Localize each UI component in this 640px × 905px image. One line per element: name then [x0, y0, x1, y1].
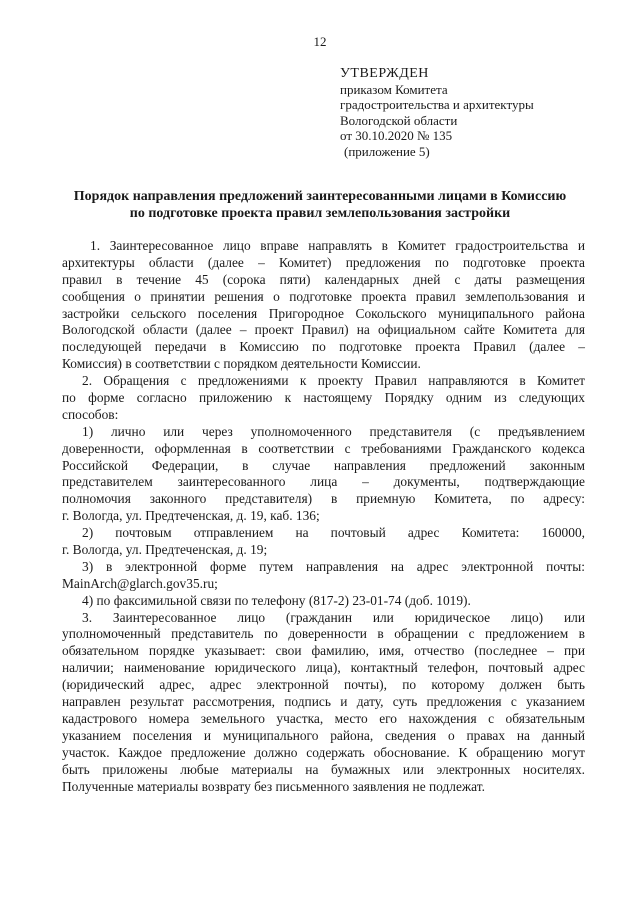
approval-line: от 30.10.2020 № 135 — [340, 128, 453, 143]
body-line: 1) лично или через уполномоченного представителя (с предъявлением — [82, 423, 585, 439]
body-line: полномочия законного представителя) в приемную Комитета, по адресу: — [62, 491, 585, 507]
body-line: MainArch@glarch.gov35.ru; — [62, 575, 218, 591]
document-body — [62, 238, 585, 795]
document-title — [40, 188, 600, 222]
body-line: (юридический адрес, адрес электронной почты), по которому должен быть — [62, 677, 585, 693]
body-line: Российской Федерации, в случае направления предложений законным — [62, 457, 585, 473]
body-line: представителем заинтересованного лица – документы, подтверждающие — [62, 474, 585, 490]
body-line: уполномоченный представитель по доверенности в обращении с предложением в — [62, 626, 585, 642]
body-line: Комиссия) в соответствии с порядком деятельности Комиссии. — [62, 356, 421, 372]
body-line: способов: — [62, 406, 119, 422]
body-line: обязательном порядке указывает: свои фамилию, имя, отчество (последнее – при — [62, 643, 585, 659]
body-line: по форме согласно приложению к настоящему Порядку одним из следующих — [62, 390, 585, 406]
body-line: наличии; наименование юридического лица), контактный телефон, почтовый адрес — [62, 660, 585, 676]
body-line: кадастрового номера земельного участка, место его нахождения с обязательным — [62, 710, 585, 726]
body-line: 4) по факсимильной связи по телефону (817-2) 23-01-74 (доб. 1019). — [82, 592, 471, 608]
body-line: 1. Заинтересованное лицо вправе направлять в Комитет градостроительства и — [90, 238, 585, 253]
title-line: Порядок направления предложений заинтересованными лицами в Комиссию — [73, 189, 567, 204]
body-line: 3. Заинтересованное лицо (гражданин или юридическое лицо) или — [82, 609, 585, 625]
body-line: правил в течение 45 (сорока пяти) календарных дней с даты размещения — [62, 271, 585, 287]
approval-line: (приложение 5) — [344, 143, 430, 159]
page-number: 12 — [313, 34, 327, 49]
approval-line: приказом Комитета — [340, 81, 448, 97]
body-line: 2) почтовым отправлением на почтовый адрес Комитета: 160000, — [82, 525, 585, 541]
body-line: последующей передачи в Комиссию по подготовке проекта Правил (далее – — [62, 339, 585, 355]
body-line: направлен результат рассмотрения, подпись и дату, суть предложения с указанием — [62, 694, 585, 710]
body-line: г. Вологда, ул. Предтеченская, д. 19; — [62, 542, 268, 558]
body-line: Вологодской области (далее – проект Правил) на официальном сайте Комитета для — [62, 322, 585, 338]
body-line: архитектуры области (далее – Комитет) предложения по подготовке проекта — [62, 254, 585, 270]
approval-line: Вологодской области — [340, 112, 458, 128]
body-line: 3) в электронной форме путем направления на адрес электронной почты: — [82, 558, 585, 574]
title-line: по подготовке проекта правил землепользования застройки — [129, 206, 511, 221]
body-line: сообщения о принятии решения о подготовке проекта правил землепользования и — [62, 288, 585, 304]
body-line: застройки сельского поселения Пригородное Сокольского муниципального района — [62, 305, 585, 321]
body-line: доверенности, оформленная в соответствии с требованиями Гражданского кодекса — [62, 440, 585, 456]
body-line: г. Вологда, ул. Предтеченская, д. 19, каб. 136; — [62, 508, 320, 524]
approval-block — [340, 66, 534, 159]
approval-line: градостроительства и архитектуры — [340, 97, 534, 112]
body-line: 2. Обращения с предложениями к проекту Правил направляются в Комитет — [82, 373, 585, 389]
body-line: указанием поселения и муниципального района, сведения о правах на данный — [62, 727, 585, 743]
body-line: участок. Каждое предложение должно содержать обоснование. К обращению могут — [62, 744, 585, 760]
body-line: Полученные материалы возврату без письменного заявления не подлежат. — [62, 778, 485, 794]
body-line: быть приложены любые материалы на бумажных или электронных носителях. — [62, 761, 585, 777]
approval-heading: УТВЕРЖДЕН — [340, 66, 429, 81]
